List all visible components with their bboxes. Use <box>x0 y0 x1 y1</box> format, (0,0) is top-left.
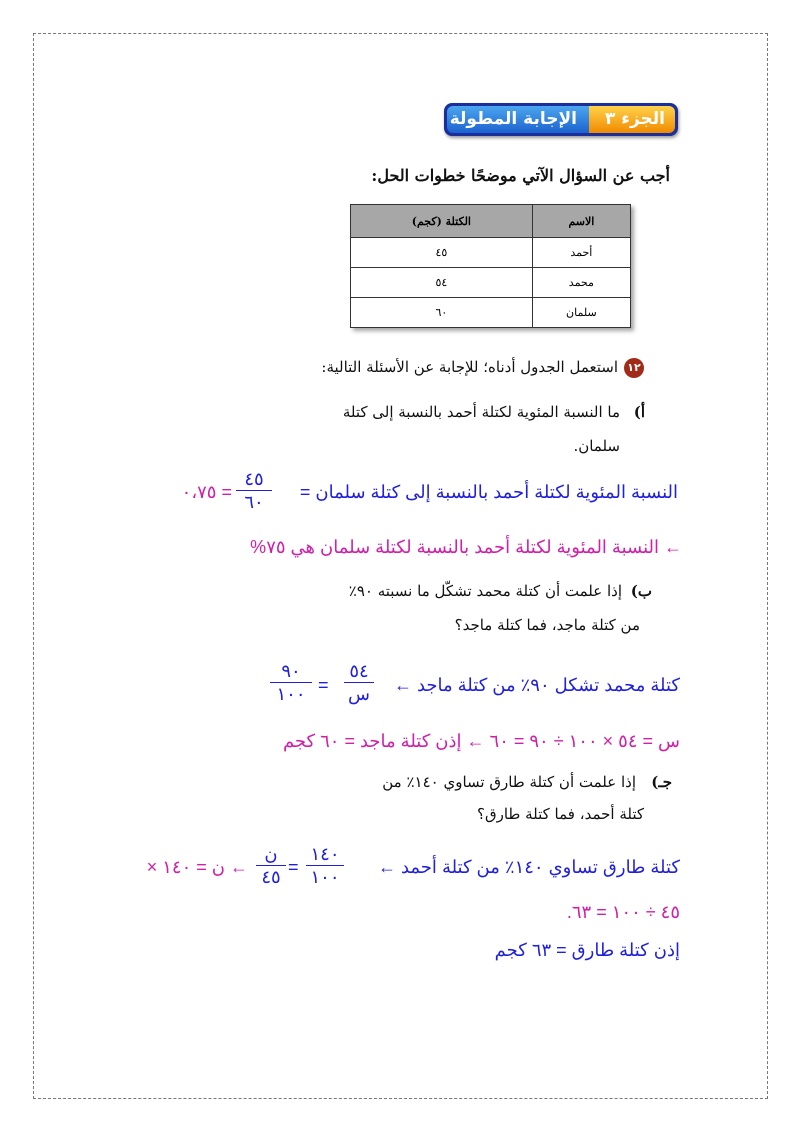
part-b-equals: = <box>318 675 329 695</box>
part-b-label: ب) <box>630 582 652 600</box>
part-b-fraction-left <box>344 660 374 705</box>
cell-name: أحمد <box>532 238 630 268</box>
part-b-conclusion: س = ٥٤ × ١٠٠ ÷ ٩٠ = ٦٠ ← إذن كتلة ماجد = ٦٠ كجم <box>282 731 680 751</box>
part-a-answer-text: النسبة المئوية لكتلة أحمد بالنسبة إلى كتلة سلمان = <box>299 482 678 502</box>
fraction-numerator: ٥٤ <box>349 661 369 681</box>
part-c-label: جـ) <box>651 773 672 791</box>
part-c-tail: ← ن = ١٤٠ × <box>146 857 248 877</box>
part-c-fraction-right <box>256 843 286 888</box>
cell-name: سلمان <box>532 298 630 328</box>
part-c-line2: كتلة أحمد، فما كتلة طارق؟ <box>476 805 644 823</box>
part-c-conclusion: إذن كتلة طارق = ٦٣ كجم <box>494 940 680 960</box>
part-c-line1: إذا علمت أن كتلة طارق تساوي ١٤٠٪ من <box>382 773 636 791</box>
fraction-denominator: ٤٥ <box>261 867 281 887</box>
part-b-fraction-right <box>270 660 312 705</box>
part-b-line1: إذا علمت أن كتلة محمد تشكّل ما نسبته ٩٠٪ <box>348 582 622 600</box>
part-a-line1: ما النسبة المئوية لكتلة أحمد بالنسبة إلى كتلة <box>342 403 620 421</box>
banner-title: الإجابة المطولة <box>449 109 577 129</box>
fraction-numerator: ن <box>264 844 278 864</box>
section-banner <box>444 103 678 136</box>
fraction-numerator: ٤٥ <box>244 469 264 489</box>
header-name: الاسم <box>532 205 630 238</box>
table-row <box>351 268 631 298</box>
fraction-numerator: ١٤٠ <box>310 844 340 864</box>
part-a-label: أ) <box>633 403 645 421</box>
cell-name: محمد <box>532 268 630 298</box>
question-number-badge: ١٢ <box>624 358 644 378</box>
part-b-answer-text: كتلة محمد تشكل ٩٠٪ من كتلة ماجد ← <box>393 675 680 695</box>
cell-mass: ٥٤ <box>351 268 533 298</box>
table-header-row <box>351 205 631 238</box>
part-c-answer-text: كتلة طارق تساوي ١٤٠٪ من كتلة أحمد ← <box>377 857 680 877</box>
question-text: استعمل الجدول أدناه؛ للإجابة عن الأسئلة التالية: <box>321 358 618 376</box>
part-a-result: = ٠،٧٥ <box>181 482 232 502</box>
part-a-line2: سلمان. <box>573 437 620 455</box>
instruction-text: أجب عن السؤال الآتي موضحًا خطوات الحل: <box>371 166 670 185</box>
cell-mass: ٦٠ <box>351 298 533 328</box>
table-row <box>351 238 631 268</box>
fraction-denominator: ١٠٠ <box>276 684 306 704</box>
header-mass: الكتلة (كجم) <box>351 205 533 238</box>
part-b-line2: من كتلة ماجد، فما كتلة ماجد؟ <box>454 616 640 634</box>
mass-table <box>350 204 631 328</box>
part-a-fraction <box>236 468 272 513</box>
banner-part-label: الجزء ٣ <box>604 109 665 129</box>
part-c-fraction-left <box>306 843 344 888</box>
table-row <box>351 298 631 328</box>
fraction-denominator: س <box>348 684 370 704</box>
fraction-denominator: ١٠٠ <box>310 867 340 887</box>
fraction-denominator: ٦٠ <box>244 492 264 512</box>
part-a-conclusion: ← النسبة المئوية لكتلة أحمد بالنسبة لكتلة سلمان هي ٧٥% <box>250 537 682 557</box>
part-c-calculation: ٤٥ ÷ ١٠٠ = ٦٣. <box>566 902 680 922</box>
part-c-equals: = <box>288 857 299 877</box>
fraction-numerator: ٩٠ <box>281 661 301 681</box>
cell-mass: ٤٥ <box>351 238 533 268</box>
